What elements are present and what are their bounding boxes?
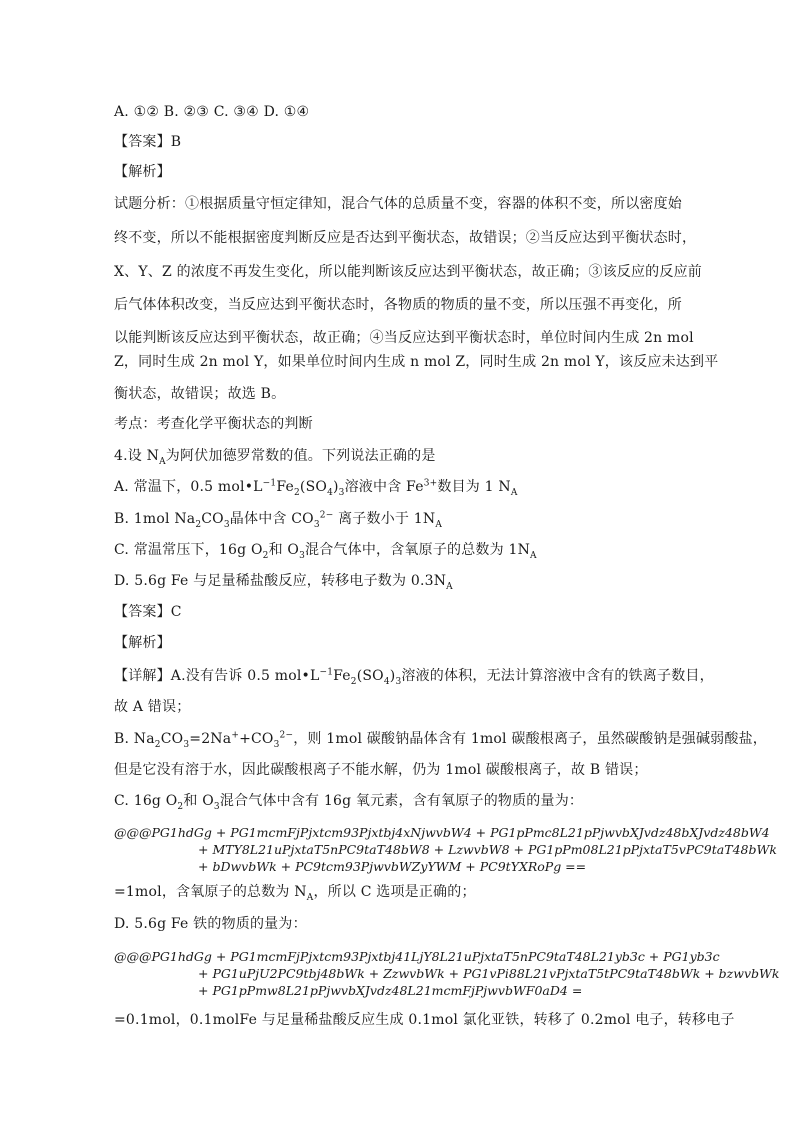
analysis-line-7: [114, 384, 285, 404]
analysis-heading-text: 【解析】: [114, 635, 171, 651]
analysis-line-5: [114, 328, 694, 348]
paragraph-text: =0.1mol，0.1molFe 与足量稀盐酸反应生成 0.1mol 氯化亚铁，转移了 0.2mol 电子，转移电子: [114, 1012, 735, 1028]
paragraph-text: D. 5.6g Fe 铁的物质的量为：: [114, 916, 307, 932]
detail-line-2: [114, 697, 190, 717]
paragraph-text: 故 A 错误；: [114, 699, 191, 715]
question-4-stem: 4.设 $N_A$为阿伏加德罗常数的值。下列说法正确的是: [114, 448, 436, 467]
option-c: C. 常温常压下，16g $O_2$和 $O_3$混合气体中，含氧原子的总数为 $1N_A$: [114, 542, 537, 561]
detail-line-7: [114, 914, 307, 934]
answer-text: 【答案】C: [114, 604, 182, 620]
analysis-line-6: [114, 352, 718, 372]
detail-line-4: [114, 760, 648, 780]
formula-placeholder-2: @@@PG1hdGg + PG1mcmFjPjxtcm93Pjxtbj41LjY8L21uPjxtaT5nPC9taT48L21yb3c + PG1yb3c: [114, 949, 720, 964]
analysis-line-4: [114, 295, 682, 315]
option-d: D. 5.6g Fe 与足量稀盐酸反应，转移电子数为 $0.3N_A$: [114, 573, 453, 592]
paragraph-text: 试题分析：①根据质量守恒定律知，混合气体的总质量不变，容器的体积不变，所以密度始: [114, 196, 682, 212]
detail-line-8: [114, 1010, 735, 1030]
paragraph-text: 终不变，所以不能根据密度判断反应是否达到平衡状态，故错误；②当反应达到平衡状态时，: [114, 230, 697, 246]
paragraph-text: 但是它没有溶于水，因此碳酸根离子不能水解，仍为 1mol 碳酸根离子，故 B 错误；: [114, 762, 648, 778]
option-b: B. 1mol $Na_2CO_3$晶体中含 $CO_3^{2-}$ 离子数小于 $1N_A$: [114, 510, 443, 530]
answer-text: 【答案】B: [114, 134, 182, 150]
analysis-line-3: [114, 262, 702, 282]
choices-text: A. ①② B. ②③ C. ③④ D. ①④: [114, 104, 310, 120]
paragraph-text: 衡状态，故错误；故选 B。: [114, 386, 286, 402]
detail-line-1: 【详解】A.没有告诉 0.5 $mol•L^{-1}Fe_2(SO_4)_3$溶液的体积，无法计算溶液中含有的铁离子数目，: [114, 667, 714, 687]
detail-line-3: B. $Na_2CO_3=2Na^++CO_3^{2-}$，则 1mol 碳酸钠晶体含有 1mol 碳酸根离子，虽然碳酸钠是强碱弱酸盐，: [114, 730, 767, 750]
formula-placeholder-2-cont: + PG1pPmw8L21pPjwvbXJvdz48L21mcmFjPjwvbWF0aD4 =: [198, 983, 583, 998]
analysis-heading: [114, 162, 171, 182]
paragraph-text: 后气体体积改变，当反应达到平衡状态时，各物质的物质的量不变，所以压强不再变化，所: [114, 297, 682, 313]
formula-placeholder-2-cont: + PG1uPjU2PC9tbj48bWk + ZzwvbWk + PG1vPi88L21vPjxtaT5tPC9taT48bWk + bzwvbWk: [198, 966, 780, 981]
analysis-heading-text: 【解析】: [114, 164, 171, 180]
answer-label-2: [114, 602, 182, 622]
analysis-heading-2: [114, 633, 171, 653]
answer-choices: [114, 102, 309, 122]
detail-line-5: C. 16g $O_2$和 $O_3$混合气体中含有 16g 氧元素，含有氧原子的物质的量为：: [114, 793, 584, 812]
paragraph-text: X、Y、Z 的浓度不再发生变化，所以能判断该反应达到平衡状态，故正确；③该反应的反应前: [114, 264, 702, 280]
formula-placeholder-1: @@@PG1hdGg + PG1mcmFjPjxtcm93Pjxtbj4xNjwvbW4 + PG1pPmc8L21pPjwvbXJvdz48bXJvdz48bW4: [114, 825, 770, 840]
key-point-text: 考点：考查化学平衡状态的判断: [114, 416, 313, 432]
paragraph-text: 以能判断该反应达到平衡状态，故正确；④当反应达到平衡状态时，单位时间内生成 2n mol: [114, 330, 694, 346]
analysis-line-1: [114, 194, 682, 214]
option-a: A. 常温下，0.5 $mol•L^{-1}Fe_2(SO_4)_3$溶液中含 $Fe^{3+}$数目为 1 $N_A$: [114, 478, 518, 498]
formula-placeholder-1-cont: + bDwvbWk + PC9tcm93PjwvbWZyYWM + PC9tYXRoPg ==: [198, 859, 587, 874]
answer-label: [114, 132, 181, 152]
formula-placeholder-1-cont: + MTY8L21uPjxtaT5nPC9taT48bW8 + LzwvbW8 + PG1pPm08L21pPjxtaT5vPC9taT48bWk: [198, 842, 777, 857]
key-point: [114, 414, 313, 434]
detail-line-6: =1mol，含氧原子的总数为 $N_A$，所以 C 选项是正确的；: [114, 884, 476, 903]
paragraph-text: Z，同时生成 2n mol Y，如果单位时间内生成 n mol Z，同时生成 2n mol Y，该反应未达到平: [114, 354, 719, 370]
analysis-line-2: [114, 228, 696, 248]
